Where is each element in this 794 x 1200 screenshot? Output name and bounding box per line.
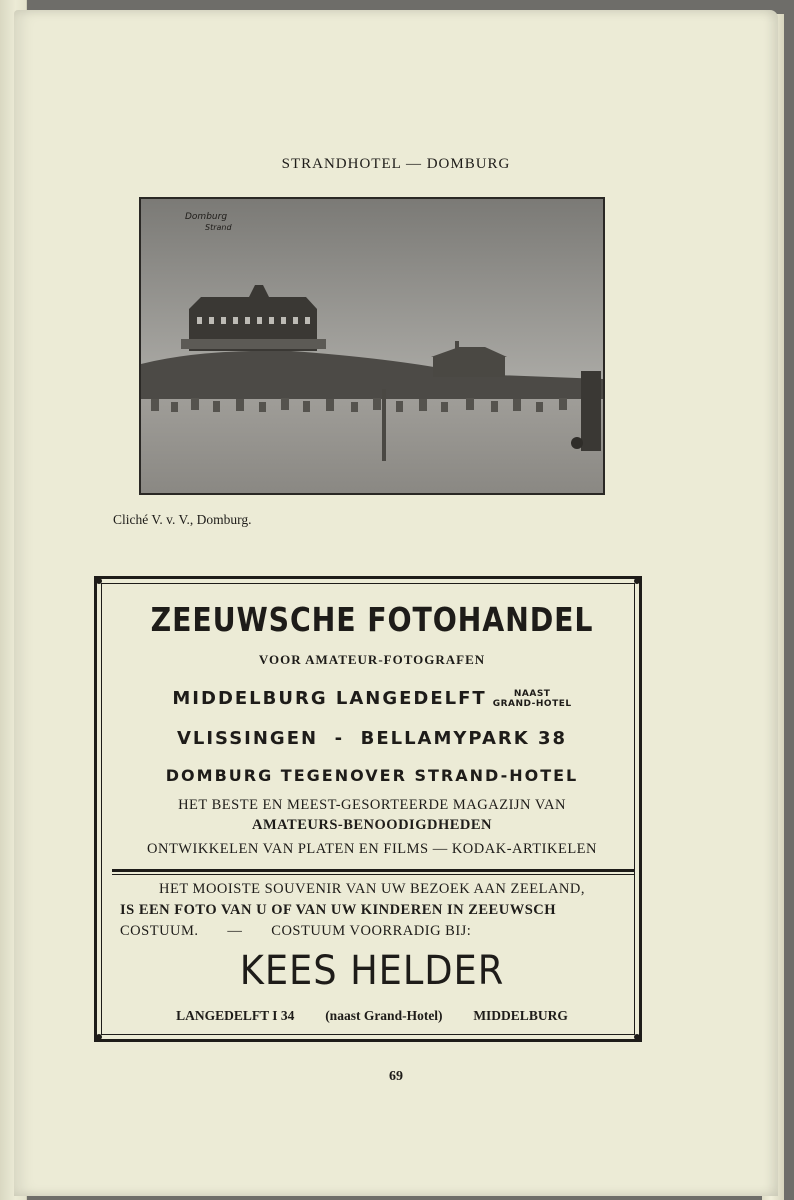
photo-caption: Cliché V. v. V., Domburg.: [113, 512, 252, 527]
address-city: MIDDELBURG: [473, 1008, 568, 1023]
page-number: 69: [389, 1069, 403, 1084]
advert-souvenir-1: HET MOOISTE SOUVENIR VAN UW BEZOEK AAN ZEELAND,: [159, 881, 585, 897]
corner-ornament: [96, 578, 102, 584]
advert-text-supplies: AMATEURS-BENOODIGDHEDEN: [251, 817, 493, 833]
advert-shop-name: KEES HELDER: [239, 948, 505, 994]
advert-location-domburg: DOMBURG TEGENOVER STRAND-HOTEL: [165, 766, 579, 785]
advert-souvenir-3: COSTUUM. — COSTUUM VOORRADIG BIJ:: [120, 923, 472, 939]
advert-text-developing: ONTWIKKELEN VAN PLATEN EN FILMS — KODAK-ARTIKELEN: [147, 841, 597, 857]
corner-ornament: [634, 578, 640, 584]
address-note: (naast Grand-Hotel): [325, 1008, 443, 1023]
naast-grand-hotel: [493, 689, 572, 709]
advert-divider-thin: [112, 874, 634, 875]
naast-label: NAAST: [513, 689, 551, 699]
beach-photo: [139, 197, 605, 495]
grand-hotel-label: GRAND-HOTEL: [492, 699, 572, 709]
advert-subtitle: VOOR AMATEUR-FOTOGRAFEN: [258, 652, 486, 667]
advert-souvenir-2: IS EEN FOTO VAN U OF VAN UW KINDEREN IN ZEEUWSCH: [120, 902, 557, 918]
page-heading: STRANDHOTEL — DOMBURG: [281, 156, 511, 172]
advertisement-box: [94, 576, 642, 1042]
photo-inscription-1: Domburg: [185, 212, 228, 222]
advert-divider: [112, 869, 634, 872]
middelburg-address: MIDDELBURG LANGEDELFT: [172, 688, 487, 709]
advert-location-middelburg: [102, 688, 642, 709]
advert-title: ZEEUWSCHE FOTOHANDEL: [150, 600, 594, 639]
corner-ornament: [634, 1034, 640, 1040]
advertisement-inner-frame: [101, 583, 635, 1035]
corner-ornament: [96, 1034, 102, 1040]
photo-inscription-2: Strand: [205, 223, 232, 232]
advert-text-assortment: HET BESTE EN MEEST-GESORTEERDE MAGAZIJN VAN: [178, 797, 566, 813]
advert-shop-address: [102, 1008, 642, 1024]
address-street: LANGEDELFT I 34: [176, 1008, 295, 1023]
beach-photo-image: [141, 199, 603, 493]
advert-location-vlissingen: VLISSINGEN - BELLAMYPARK 38: [176, 728, 568, 749]
